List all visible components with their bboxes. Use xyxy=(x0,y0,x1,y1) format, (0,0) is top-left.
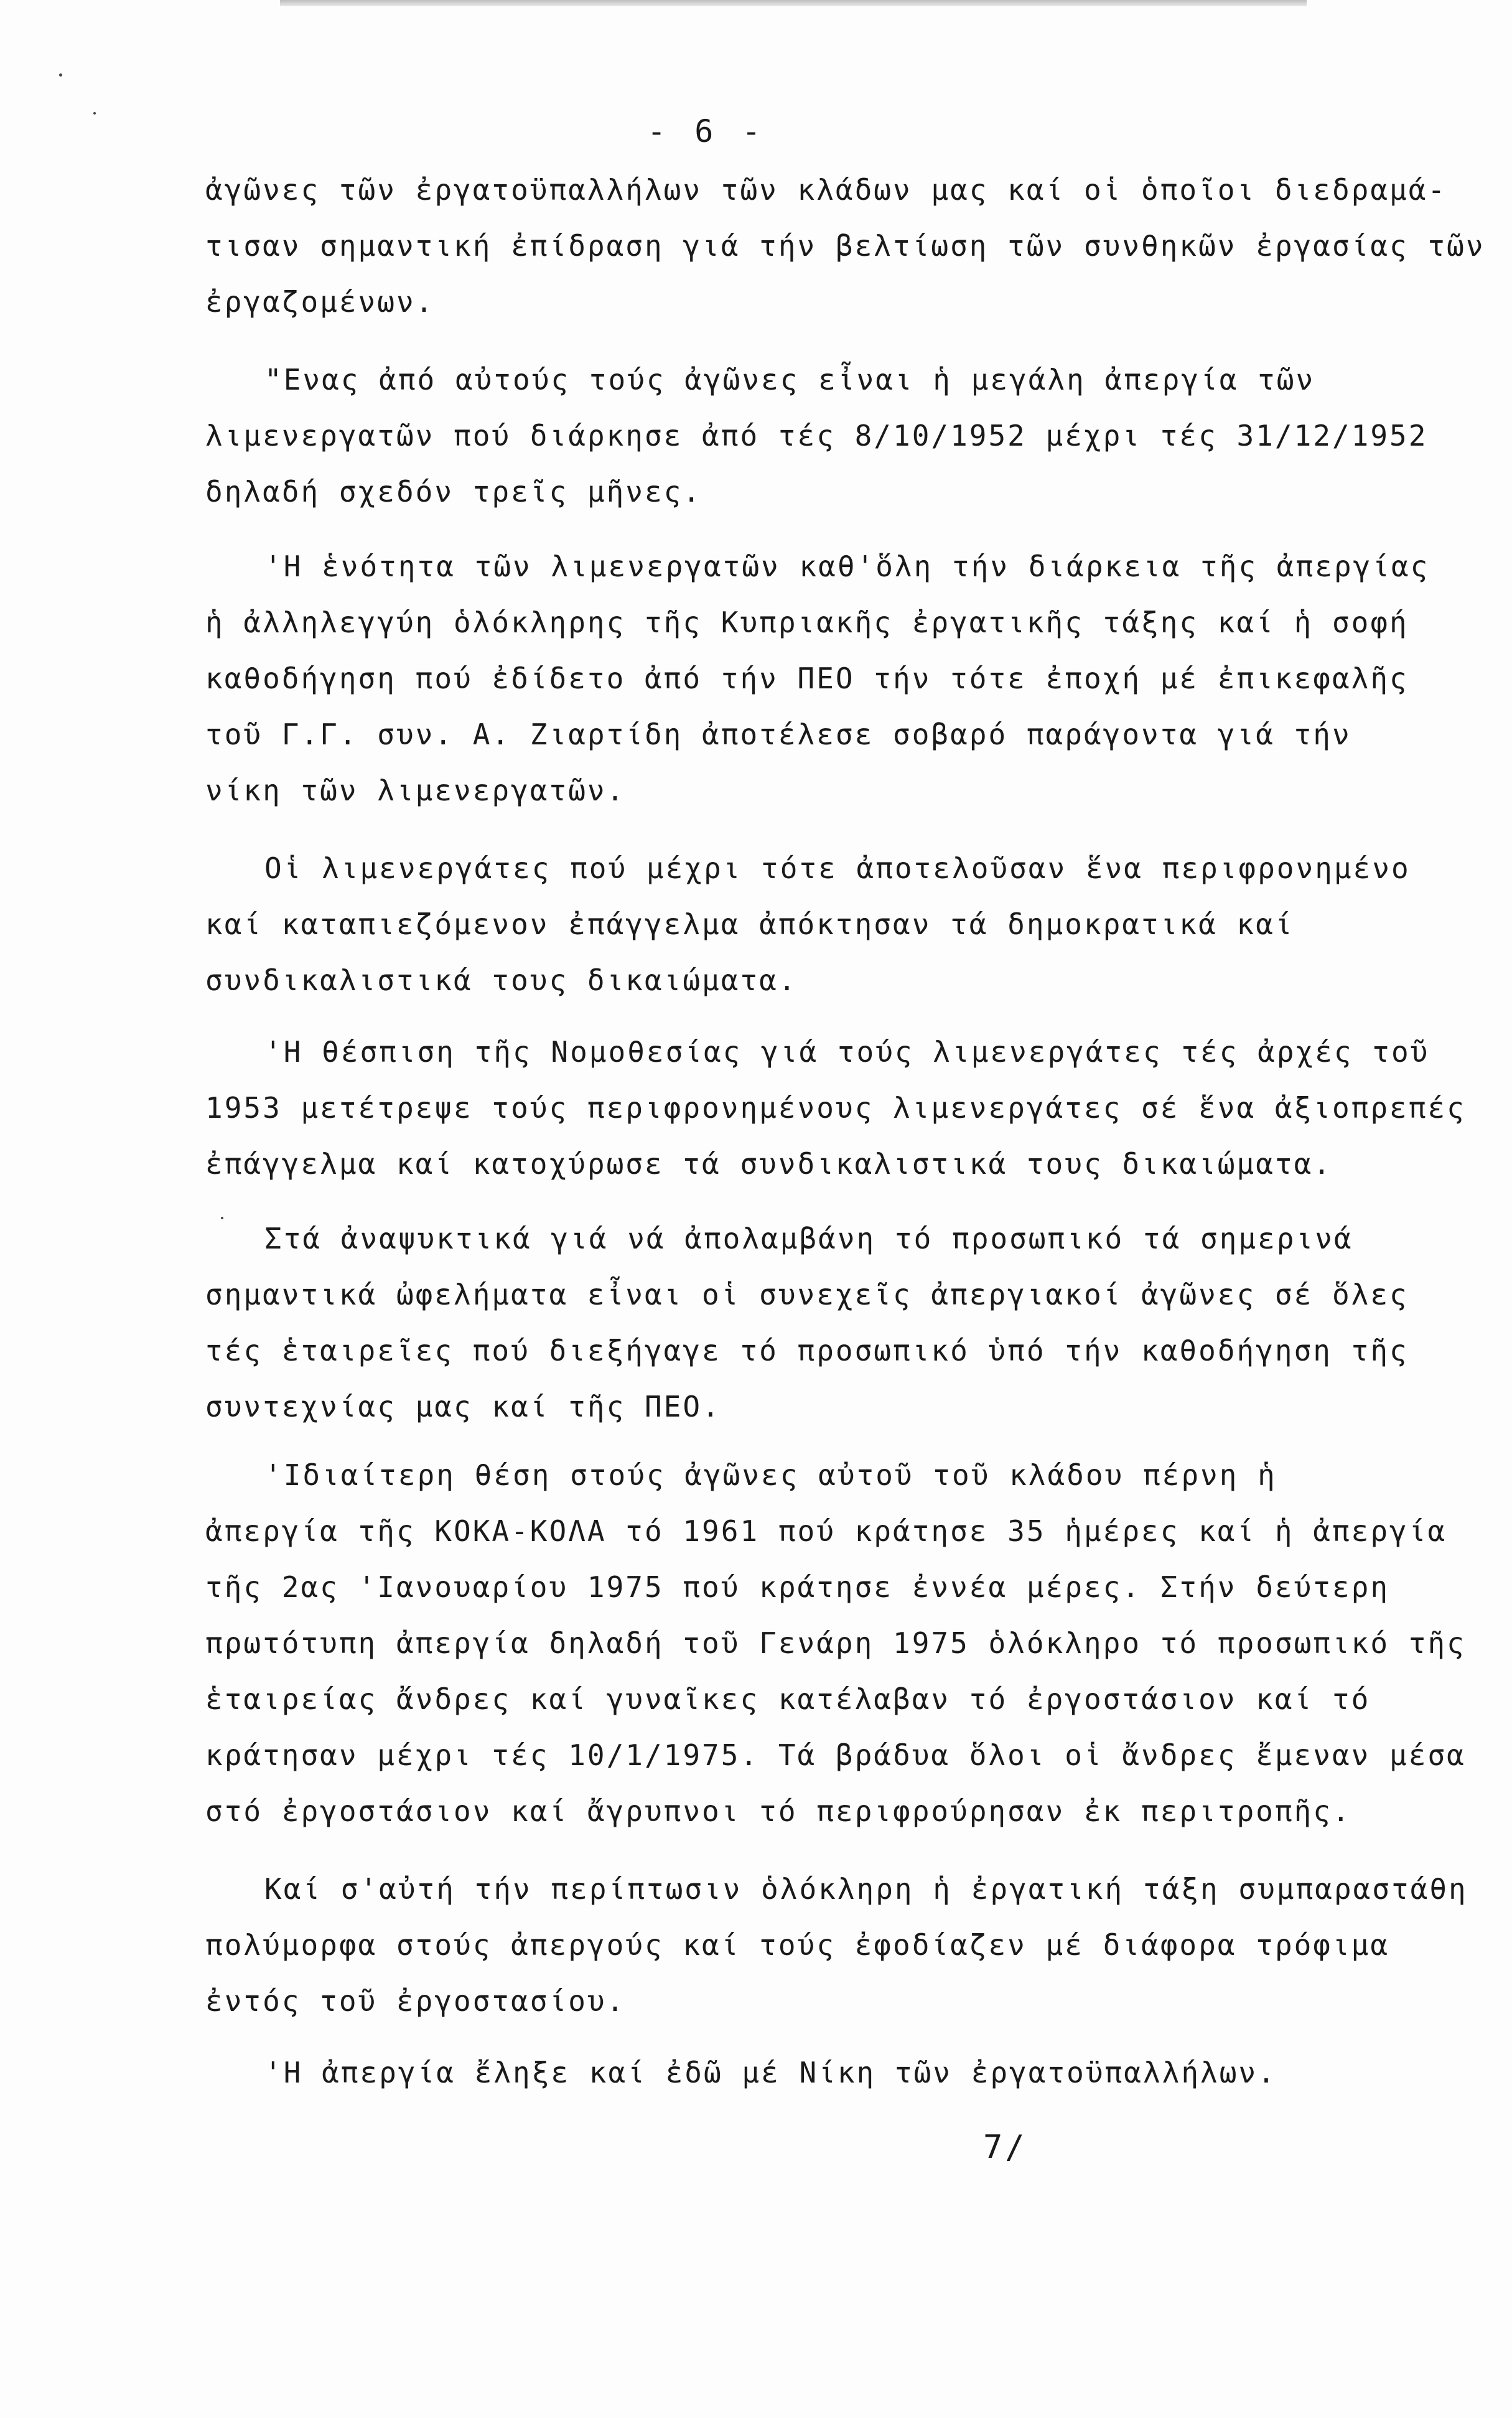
text-line: Καί σ'αὐτή τήν περίπτωσιν ὁλόκληρη ἡ ἐργατική τάξη συμπαραστάθη xyxy=(264,1872,1468,1906)
scan-speck xyxy=(59,73,62,77)
paragraph xyxy=(205,1447,1466,1839)
text-line: τοῦ Γ.Γ. συν. Α. Ζιαρτίδη ἀποτέλεσε σοβαρό παράγοντα γιά τήν xyxy=(205,718,1351,751)
text-line: πρωτότυπη ἀπεργία δηλαδή τοῦ Γενάρη 1975 ὁλόκληρο τό προσωπικό τῆς xyxy=(205,1626,1466,1660)
text-line: ἑταιρείας ἄνδρες καί γυναῖκες κατέλαβαν τό ἐργοστάσιον καί τό xyxy=(205,1682,1371,1716)
paragraph xyxy=(205,1024,1466,1192)
text-line: νίκη τῶν λιμενεργατῶν. xyxy=(205,774,626,807)
text-line: ἡ ἀλληλεγγύη ὁλόκληρης τῆς Κυπριακῆς ἐργατικῆς τάξης καί ἡ σοφή xyxy=(205,606,1409,639)
paragraph xyxy=(205,840,1437,1008)
continuation-marker: 7/ xyxy=(983,2129,1027,2166)
text-line: "Ενας ἀπό αὐτούς τούς ἀγῶνες εἶναι ἡ μεγάλη ἀπεργία τῶν xyxy=(264,363,1315,396)
text-line: τῆς 2ας 'Ιανουαρίου 1975 πού κράτησε ἐννέα μέρες. Στήν δεύτερη xyxy=(205,1570,1390,1604)
text-line: σημαντικά ὠφελήματα εἶναι οἱ συνεχεῖς ἀπεργιακοί ἀγῶνες σέ ὅλες xyxy=(205,1278,1409,1311)
text-line: κράτησαν μέχρι τές 10/1/1975. Τά βράδυα ὅλοι οἱ ἄνδρες ἔμεναν μέσα xyxy=(205,1738,1466,1772)
text-line: ἀπεργία τῆς ΚΟΚΑ-ΚΟΛΑ τό 1961 πού κράτησε 35 ἡμέρες καί ἡ ἀπεργία xyxy=(205,1514,1447,1548)
scan-speck xyxy=(93,112,96,115)
text-line: ἐπάγγελμα καί κατοχύρωσε τά συνδικαλιστικά τους δικαιώματα. xyxy=(205,1147,1332,1181)
text-line: ἀγῶνες τῶν ἐργατοϋπαλλήλων τῶν κλάδων μας καί οἱ ὁποῖοι διεδραμά- xyxy=(205,173,1447,207)
text-line: καί καταπιεζόμενον ἐπάγγελμα ἀπόκτησαν τά δημοκρατικά καί xyxy=(205,907,1294,941)
scan-edge-mark xyxy=(280,0,1307,6)
text-line: στό ἐργοστάσιον καί ἄγρυπνοι τό περιφρούρησαν ἐκ περιτροπῆς. xyxy=(205,1794,1351,1828)
text-line: 'Ιδιαίτερη θέση στούς ἀγῶνες αὐτοῦ τοῦ κλάδου πέρνη ἡ xyxy=(264,1458,1277,1492)
text-line: 'Η ἑνότητα τῶν λιμενεργατῶν καθ'ὅλη τήν διάρκεια τῆς ἀπεργίας xyxy=(264,550,1430,583)
paragraph xyxy=(205,2045,1437,2101)
paragraph xyxy=(205,1861,1468,2029)
text-line: πολύμορφα στούς ἀπεργούς καί τούς ἐφοδίαζεν μέ διάφορα τρόφιμα xyxy=(205,1928,1390,1962)
paragraph xyxy=(205,538,1437,818)
text-line: 'Η θέσπιση τῆς Νομοθεσίας γιά τούς λιμενεργάτες τές ἀρχές τοῦ xyxy=(264,1035,1430,1069)
text-line: συνδικαλιστικά τους δικαιώματα. xyxy=(205,963,798,997)
text-line: συντεχνίας μας καί τῆς ΠΕΟ. xyxy=(205,1390,721,1423)
paragraph xyxy=(205,1211,1437,1435)
text-line: δηλαδή σχεδόν τρεῖς μῆνες. xyxy=(205,475,702,508)
text-line: ἐντός τοῦ ἐργοστασίου. xyxy=(205,1984,626,2018)
text-line: λιμενεργατῶν πού διάρκησε ἀπό τές 8/10/1952 μέχρι τές 31/12/1952 xyxy=(205,419,1428,452)
text-line: 'Η ἀπεργία ἔληξε καί ἐδῶ μέ Νίκη τῶν ἐργατοϋπαλλήλων. xyxy=(264,2056,1277,2089)
text-line: Οἱ λιμενεργάτες πού μέχρι τότε ἀποτελοῦσαν ἕνα περιφρονημένο xyxy=(264,851,1411,885)
text-line: Στά ἀναψυκτικά γιά νά ἀπολαμβάνη τό προσωπικό τά σημερινά xyxy=(264,1222,1353,1255)
text-line: τισαν σημαντική ἐπίδραση γιά τήν βελτίωση τῶν συνθηκῶν ἐργασίας τῶν xyxy=(205,229,1485,263)
paragraph xyxy=(205,352,1437,520)
text-line: 1953 μετέτρεψε τούς περιφρονημένους λιμενεργάτες σέ ἕνα ἀξιοπρεπές xyxy=(205,1091,1466,1125)
text-line: καθοδήγηση πού ἐδίδετο ἀπό τήν ΠΕΟ τήν τότε ἐποχή μέ ἐπικεφαλῆς xyxy=(205,662,1409,695)
text-line: τές ἑταιρεῖες πού διεξήγαγε τό προσωπικό ὑπό τήν καθοδήγηση τῆς xyxy=(205,1334,1409,1367)
text-line: ἐργαζομένων. xyxy=(205,285,435,319)
page-number: - 6 - xyxy=(647,113,766,149)
paragraph xyxy=(205,162,1485,330)
